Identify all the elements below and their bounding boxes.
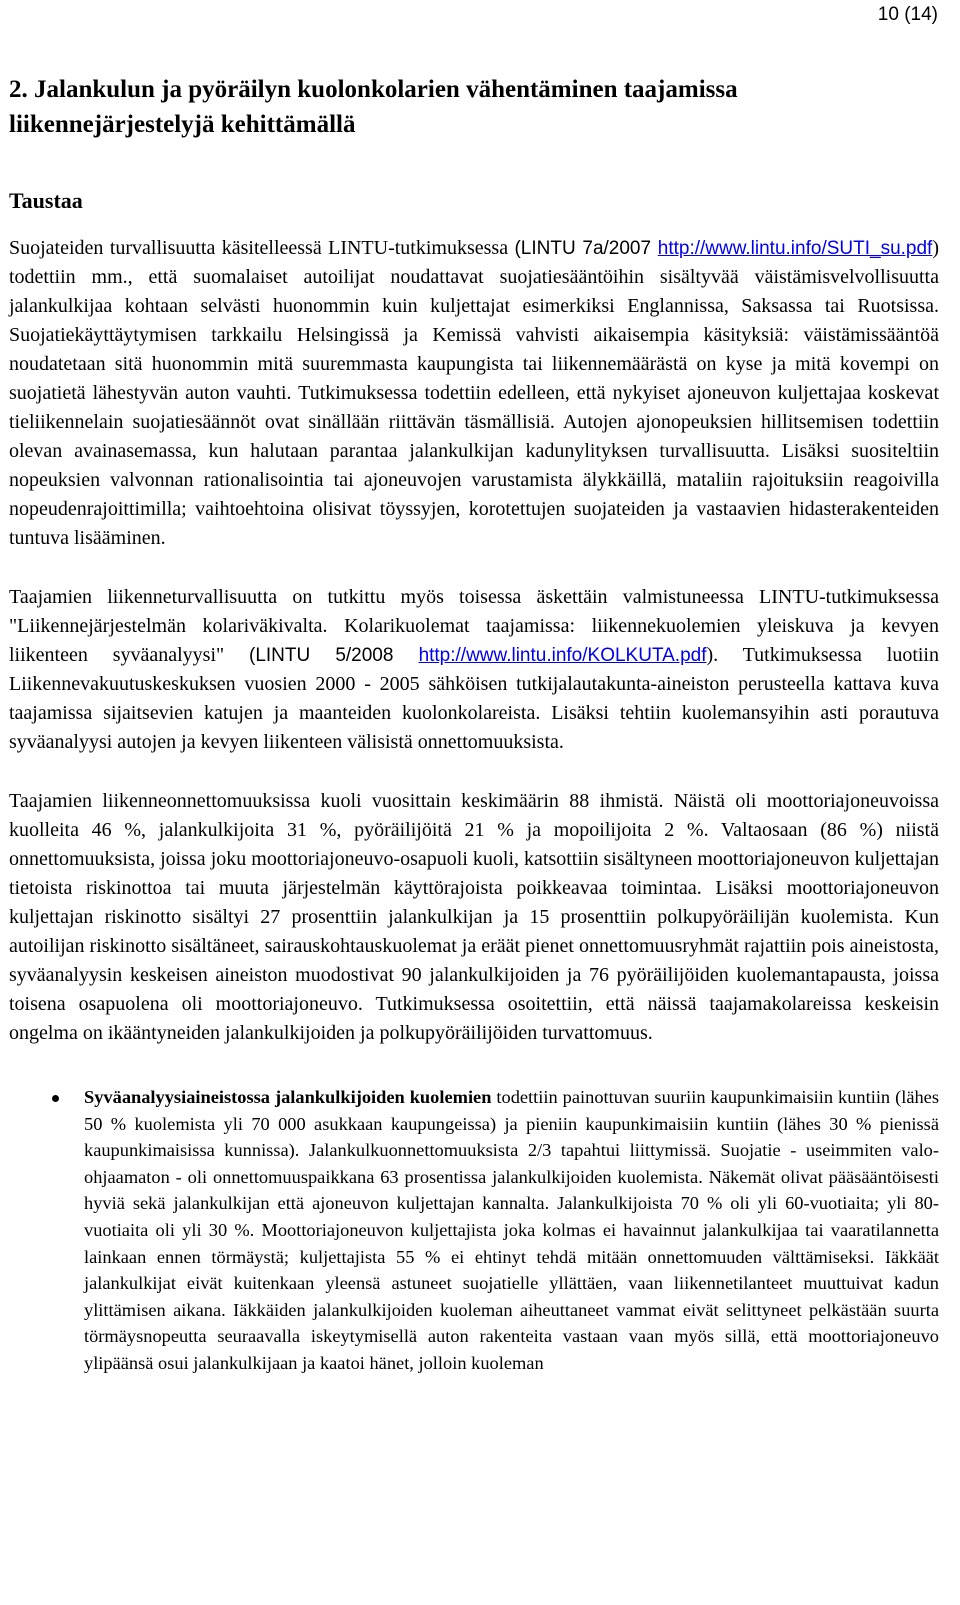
- subsection-heading: Taustaa: [9, 188, 83, 213]
- paragraph-suojatie: [9, 234, 939, 553]
- page-content: [9, 72, 939, 1377]
- reference-link[interactable]: http://www.lintu.info/SUTI_su.pdf: [657, 238, 933, 259]
- reference-text: (LINTU 5/2008: [249, 645, 419, 666]
- paragraph-text: Suojateiden turvallisuutta käsitelleessä LINTU-tutkimuksessa: [9, 237, 515, 259]
- bullet-icon: [52, 1095, 59, 1102]
- reference-text: (LINTU 7a/2007: [514, 238, 658, 259]
- paragraph-text: ). Tutkimuksessa luotiin Liikennevakuutuskeskuksen vuosien 2000 - 2005 sähköisen tutkijalautakunta-aineiston perusteella kattava kuva taajamissa sijaitsevien katujen ja maanteiden kuolonkolareista. Lisäksi tehtiin kuolemansyihin asti porautuva syväanalyysi autojen ja kevyen liikenteen välisistä onnettomuuksista.: [9, 644, 939, 753]
- section-heading: 2. Jalankulun ja pyöräilyn kuolonkolarien vähentäminen taajamissa liikennejärjestelyjä kehittämällä: [9, 76, 738, 138]
- paragraph-statistics: Taajamien liikenneonnettomuuksissa kuoli vuosittain keskimäärin 88 ihmistä. Näistä oli moottoriajoneuvoissa kuolleita 46 %, jalankulkijoita 31 %, pyöräilijöitä 21 % ja mopoilijoita 2 %. Valtaosaan (86 %) niistä onnettomuuksista, joissa joku moottoriajoneuvo-osapuoli kuoli, katsottiin sisältyneen moottoriajoneuvon kuljettajan tietoista riskinottoa tai muuta järjestelmän käyttörajoista poikkeavaa toimintaa. Lisäksi moottoriajoneuvon kuljettajan riskinotto sisältyi 27 prosenttiin jalankulkijan ja 15 prosenttiin polkupyöräilijän kuolemista. Kun autoilijan riskinotto sisältäneet, sairauskohtauskuolemat ja eräät pienet onnettomuusryhmät rajattiin pois aineistosta, syväanalyysin keskeisen aineiston muodostivat 90 jalankulkijoiden ja 76 pyöräilijöiden kuolemantapausta, joissa toisena osapuolena oli moottoriajoneuvo. Tutkimuksessa osoitettiin, että näissä taajamakolareissa keskeisin ongelma on ikääntyneiden jalankulkijoiden ja polkupyöräilijöiden turvattomuus.: [9, 790, 939, 1044]
- bullet-list: [9, 1084, 939, 1377]
- paragraph-text: Taajamien liikenneturvallisuutta on tutkittu myös toisessa äskettäin valmistuneessa LINTU-tutkimuksessa "Liikennejärjestelmän kolariväkivalta. Kolarikuolemat taajamissa: liikennekuolemien yleiskuva ja kevyen liikenteen syväanalyysi": [9, 586, 939, 666]
- paragraph-text: ) todettiin mm., että suomalaiset autoilijat noudattavat suojatiesääntöihin sisältyvää väistämisvelvollisuutta jalankulkijaa kohtaan selvästi huonommin kuin kuljettajat esimerkiksi Englannissa, Saksassa tai Ruotsissa. Suojatiekäyttäytymisen tarkkailu Helsingissä ja Kemissä vahvisti aikaisempia käsityksiä: väistämissääntöä noudatetaan sitä huonommin mitä suuremmasta kaupungista tai liikennemäärästä on kyse ja mitä kovempi on suojatietä lähestyvän auton vauhti. Tutkimuksessa todettiin edelleen, että nykyiset ajoneuvon kuljettajaa koskevat tieliikennelain suojatiesäännöt ovat sinällään riittävän täsmällisiä. Autojen ajonopeuksien hillitsemisen todettiin olevan avainasemassa, kun halutaan parantaa jalankulkijan kadunylityksen turvallisuutta. Lisäksi suositeltiin nopeuksien valvonnan rationalisointia tai ajoneuvojen varustamista älykkäillä, mataliin rajoituksiin reagoivilla nopeudenrajoittimilla; vaihtoehtoina olisivat töyssyjen, korotettujen suojateiden ja vastaavien hidasterakenteiden tuntuva lisääminen.: [9, 237, 939, 549]
- page-number: 10 (14): [877, 4, 938, 25]
- reference-link[interactable]: http://www.lintu.info/KOLKUTA.pdf: [418, 645, 707, 666]
- paragraph-kolkuta: [9, 583, 939, 757]
- bullet-lead: Syväanalyysiaineistossa jalankulkijoiden kuolemien: [84, 1087, 492, 1107]
- list-item: [9, 1084, 939, 1377]
- bullet-text: todettiin painottuvan suuriin kaupunkimaisiin kuntiin (lähes 50 % kuolemista yli 70 000 asukkaan kaupungeissa) ja pieniin kaupunkimaisiin kuntiin (lähes 30 % pienissä kaupunkimaisissa kunnissa). Jalankulkuonnettomuuksista 2/3 tapahtui liittymissä. Suojatie - useimmiten valo-ohjaamaton - oli onnettomuuspaikkana 63 prosentissa jalankulkijoiden kuolemista. Näkemät olivat pääsääntöisesti hyviä sekä jalankulkijan että ajoneuvon kuljettajan kannalta. Jalankulkijoista 70 % oli yli 60-vuotiaita; yli 80-vuotiaita oli yli 30 %. Moottoriajoneuvon kuljettajista joka kolmas ei havainnut jalankulkijaa tai vaaratilannetta lainkaan ennen törmäystä; kuljettajista 55 % ei ehtinyt tehdä mitään onnettomuuden välttämiseksi. Iäkkäät jalankulkijat eivät kuitenkaan yleensä astuneet suojatielle yllättäen, vaan liikennetilanteet muuttuivat kadun ylittämisen aikana. Iäkkäiden jalankulkijoiden kuoleman aiheuttaneet vammat eivät selittyneet pelkästään suurta törmäysnopeutta seuraavalla iskeytymisellä auton rakenteita vastaan vaan myös sillä, että moottoriajoneuvo ylipäänsä osui jalankulkijaan ja kaatoi hänet, jolloin kuoleman: [84, 1087, 939, 1373]
